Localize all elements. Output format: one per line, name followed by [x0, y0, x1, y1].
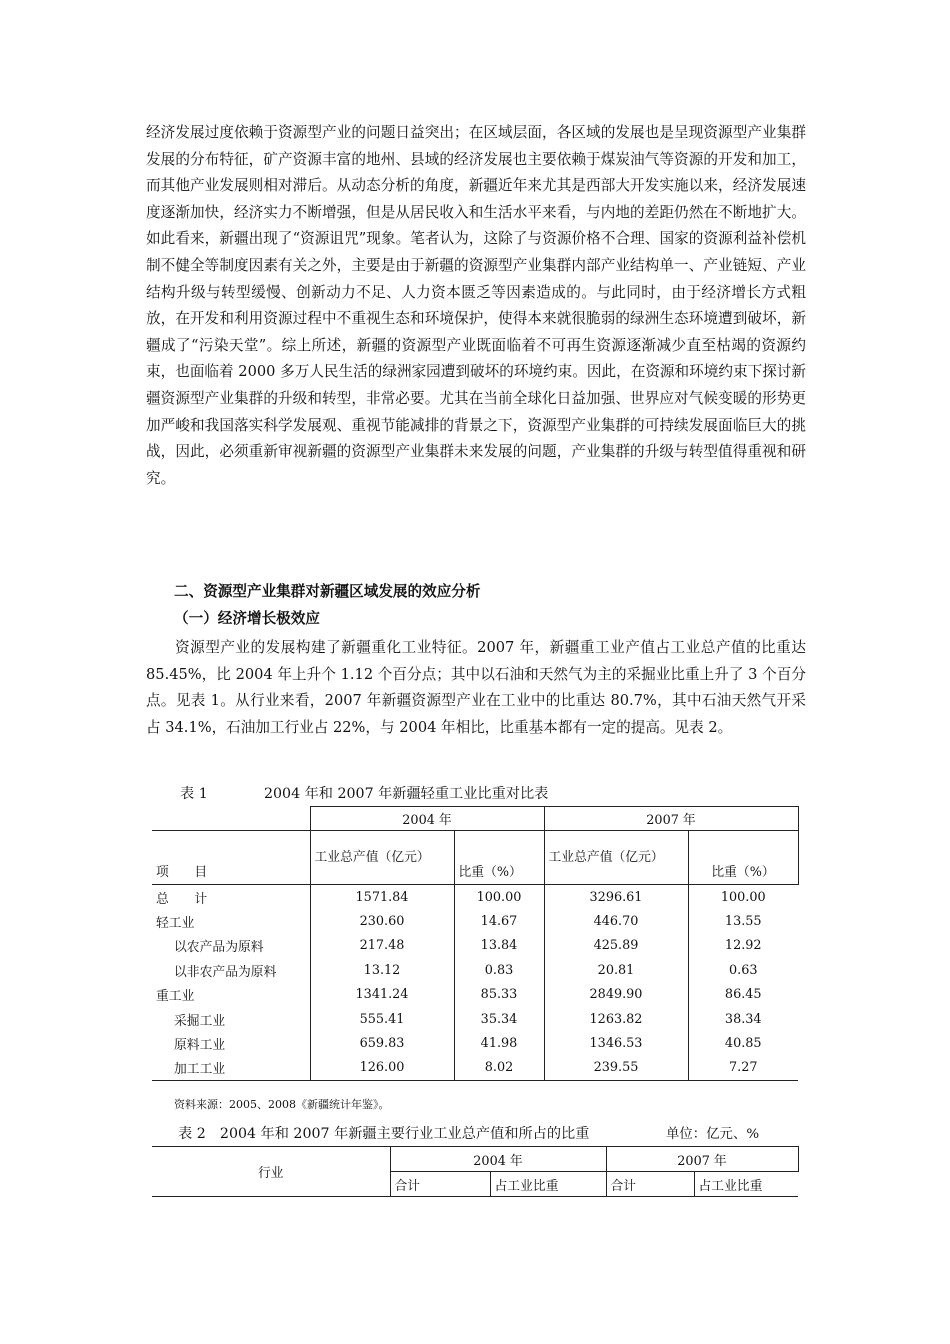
- table1-row: [152, 909, 798, 933]
- table1-cell: 0.63: [688, 958, 798, 982]
- table1-corner-cell: [152, 807, 310, 831]
- body-paragraph-1: 经济发展过度依赖于资源型产业的问题日益突出；在区域层面，各区域的发展也是呈现资源型产业集群发展的分布特征，矿产资源丰富的地州、县域的经济发展也主要依赖于煤炭油气等资源的开发和加工，而其他产业发展则相对滞后。从动态分析的角度，新疆近年来尤其是西部大开发实施以来，经济发展速度逐渐加快，经济实力不断增强，但是从居民收入和生活水平来看，与内地的差距仍然在不断地扩大。如此看来，新疆出现了“资源诅咒”现象。笔者认为，这除了与资源价格不合理、国家的资源利益补偿机制不健全等制度因素有关之外，主要是由于新疆的资源型产业集群内部产业结构单一、产业链短、产业结构升级与转型缓慢、创新动力不足、人力资本匮乏等因素造成的。与此同时，由于经济增长方式粗放，在开发和利用资源过程中不重视生态和环境保护，使得本来就很脆弱的绿洲生态环境遭到破坏，新疆成了“污染天堂”。综上所述，新疆的资源型产业既面临着不可再生资源逐渐减少直至枯竭的资源约束，也面临着 2000 多万人民生活的绿洲家园遭到破坏的环境约束。因此，在资源和环境约束下探讨新疆资源型产业集群的升级和转型，非常必要。尤其在当前全球化日益加强、世界应对气候变暖的形势更加严峻和我国落实科学发展观、重视节能减排的背景之下，资源型产业集群的可持续发展面临巨大的挑战，因此，必须重新审视新疆的资源型产业集群未来发展的问题，产业集群的升级与转型值得重视和研究。: [146, 124, 806, 487]
- table1-source-note: 资料来源：2005、2008《新疆统计年鉴》。: [174, 1098, 390, 1111]
- table1-row: [152, 983, 798, 1007]
- table1-cell: 86.45: [688, 983, 798, 1007]
- table1-caption-title: 2004 年和 2007 年新疆轻重工业比重对比表: [264, 786, 549, 802]
- table1-row-name: 采掘工业: [152, 1007, 310, 1031]
- table1-caption-number: 表 1: [180, 786, 208, 802]
- table2-caption: 表 2 2004 年和 2007 年新疆主要行业工业总产值和所占的比重: [178, 1126, 590, 1142]
- table1-cell: 1263.82: [544, 1007, 688, 1031]
- table1-cell: 100.00: [688, 885, 798, 910]
- table1-row-name: 总 计: [152, 885, 310, 910]
- table1-cell: 2849.90: [544, 983, 688, 1007]
- table2-unit: 单位：亿元、%: [666, 1127, 760, 1142]
- table1-cell: 659.83: [310, 1031, 454, 1055]
- table1-col-value-2004: 工业总产值（亿元）: [310, 831, 454, 885]
- table1-cell: 13.12: [310, 958, 454, 982]
- table1-cell: 7.27: [688, 1056, 798, 1081]
- table1-cell: 126.00: [310, 1056, 454, 1081]
- table1-year-2007: 2007 年: [544, 807, 798, 831]
- table2: [152, 1146, 799, 1197]
- section-heading: 二、资源型产业集群对新疆区域发展的效应分析: [174, 583, 481, 600]
- table2-col-total-2007: 合计: [606, 1172, 694, 1197]
- table1-cell: 20.81: [544, 958, 688, 982]
- table1-row: [152, 958, 798, 982]
- table1-row-name: 以农产品为原料: [152, 934, 310, 958]
- table1-item-header: 项 目: [152, 831, 310, 885]
- table1-cell: 1346.53: [544, 1031, 688, 1055]
- table1-cell: 85.33: [454, 983, 544, 1007]
- table1-cell: 14.67: [454, 909, 544, 933]
- body-paragraph-2: 资源型产业的发展构建了新疆重化工业特征。2007 年，新疆重工业产值占工业总产值的比重达 85.45%，比 2004 年上升个 1.12 个百分点；其中以石油和天然气为主的采掘业比重上升了 3 个百分点。见表 1。从行业来看，2007 年新疆资源型产业在工业中的比重达 80.7%，其中石油天然气开采占 34.1%，石油加工行业占 22%，与 2004 年相比，比重基本都有一定的提高。见表 2。: [146, 639, 806, 736]
- table1-cell: 3296.61: [544, 885, 688, 910]
- table1-cell: 13.84: [454, 934, 544, 958]
- table2-year-2007: 2007 年: [606, 1147, 798, 1172]
- table1-cell: 217.48: [310, 934, 454, 958]
- table1-cell: 425.89: [544, 934, 688, 958]
- table1-cell: 1341.24: [310, 983, 454, 1007]
- table1-row-name: 加工工业: [152, 1056, 310, 1081]
- table2-col-share-2007: 占工业比重: [694, 1172, 798, 1197]
- table1-cell: 8.02: [454, 1056, 544, 1081]
- table1-row-name: 以非农产品为原料: [152, 958, 310, 982]
- table2-col-share-2004: 占工业比重: [490, 1172, 606, 1197]
- subsection-heading: （一）经济增长极效应: [174, 610, 320, 627]
- table1-cell: 12.92: [688, 934, 798, 958]
- table1-row: [152, 934, 798, 958]
- table1-cell: 230.60: [310, 909, 454, 933]
- table1: [152, 806, 799, 1081]
- table1-col-value-2007: 工业总产值（亿元）: [544, 831, 688, 885]
- table1-cell: 239.55: [544, 1056, 688, 1081]
- table1-cell: 0.83: [454, 958, 544, 982]
- table1-cell: 41.98: [454, 1031, 544, 1055]
- table1-cell: 1571.84: [310, 885, 454, 910]
- table2-col-total-2004: 合计: [390, 1172, 490, 1197]
- table1-row-name: 原料工业: [152, 1031, 310, 1055]
- table1-row: [152, 1031, 798, 1055]
- table1-col-share-2007: 比重（%）: [688, 831, 798, 885]
- table1-row-name: 重工业: [152, 983, 310, 1007]
- table1-row: [152, 885, 798, 910]
- table1-cell: 100.00: [454, 885, 544, 910]
- table1-row-name: 轻工业: [152, 909, 310, 933]
- table1-cell: 38.34: [688, 1007, 798, 1031]
- table1-year-2004: 2004 年: [310, 807, 544, 831]
- table1-row: [152, 1007, 798, 1031]
- table1-cell: 446.70: [544, 909, 688, 933]
- table2-industry-header: 行业: [152, 1147, 390, 1197]
- table1-cell: 35.34: [454, 1007, 544, 1031]
- table2-header-row-years: [152, 1147, 798, 1172]
- table1-col-share-2004: 比重（%）: [454, 831, 544, 885]
- table1-cell: 40.85: [688, 1031, 798, 1055]
- table1-cell: 13.55: [688, 909, 798, 933]
- table1-cell: 555.41: [310, 1007, 454, 1031]
- table1-header-row-years: [152, 807, 798, 831]
- table1-row: [152, 1056, 798, 1081]
- table2-year-2004: 2004 年: [390, 1147, 606, 1172]
- table1-header-row-columns: [152, 831, 798, 885]
